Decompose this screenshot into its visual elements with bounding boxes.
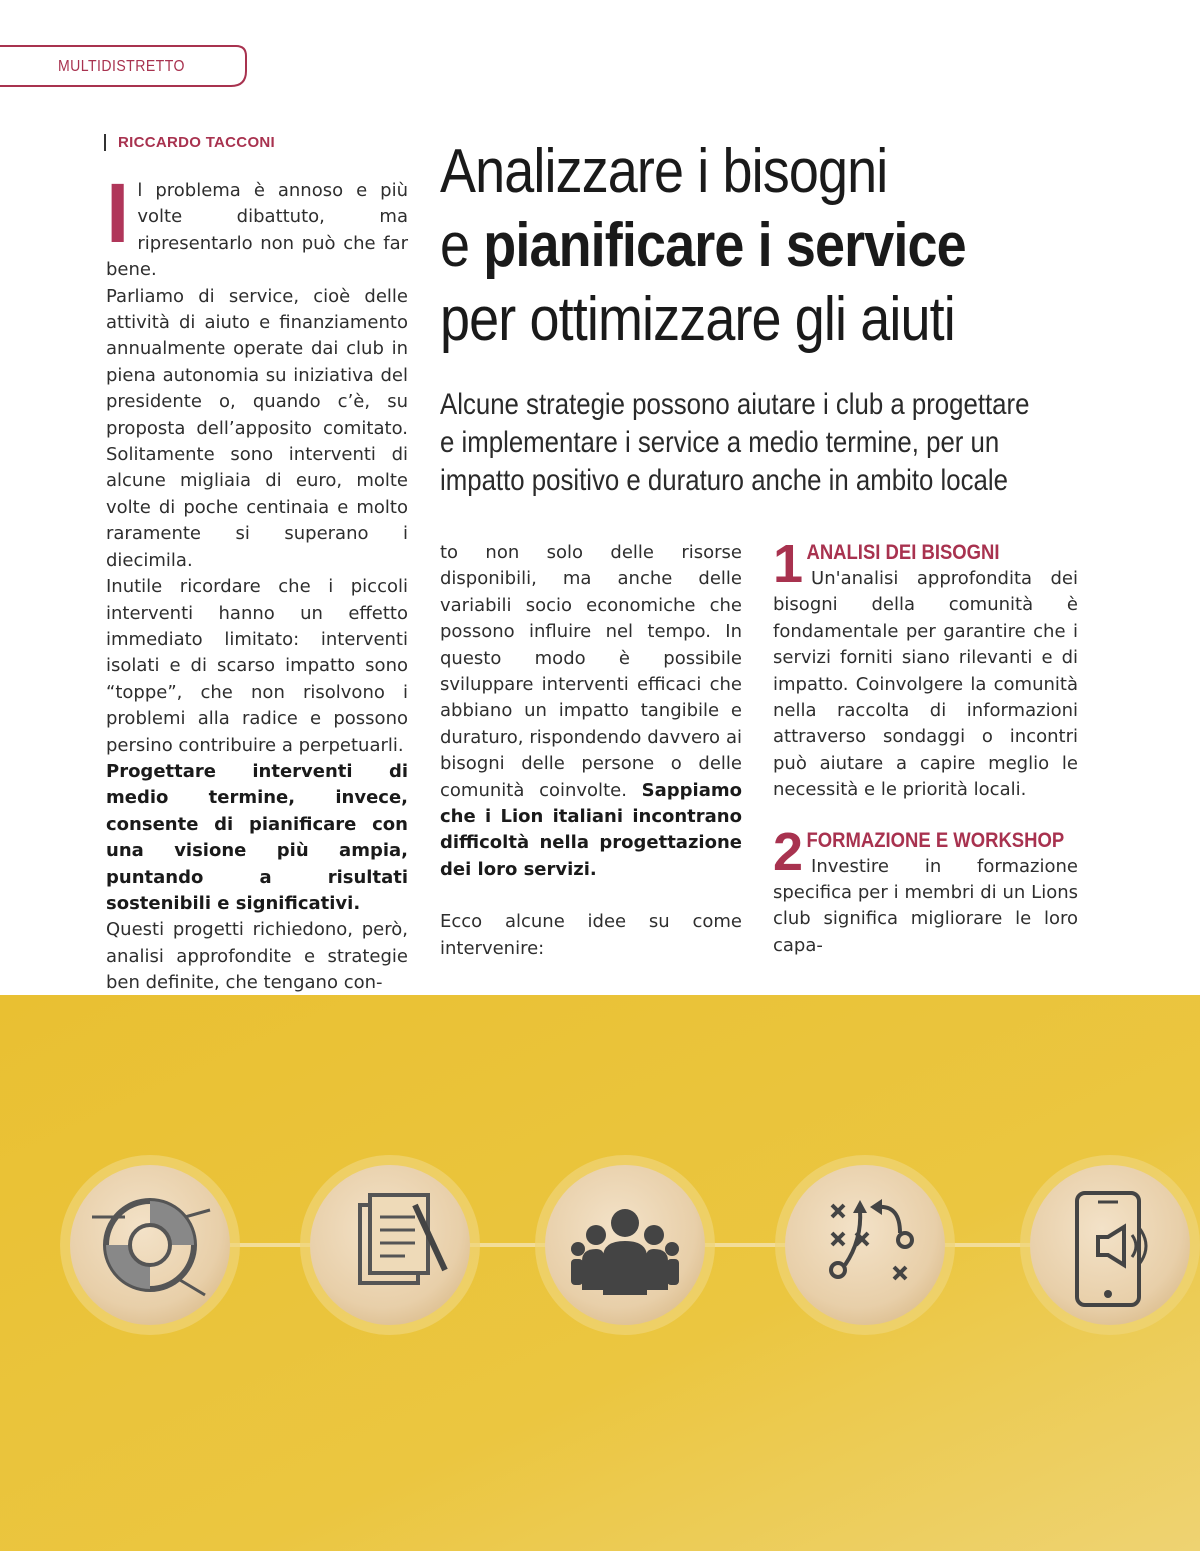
photo-wooden-icons	[0, 995, 1200, 1551]
pie-chart-icon	[60, 1155, 240, 1335]
section-label: MULTIDISTRETTO	[58, 58, 185, 75]
paragraph-bold: Progettare interventi di medio termine, invece, consente di pianificare con una visione più ampia, puntando a risultati sostenibili e significativi.	[106, 760, 408, 914]
paragraph: l problema è annoso e più volte dibattuto, ma ripresentarlo non può che far bene.	[106, 180, 408, 281]
section-heading: FORMAZIONE E WORKSHOP	[806, 828, 1065, 852]
article-subtitle: Alcune strategie possono aiutare i club a progettare e implementare i service a medio termine, per un impatto positivo e duraturo anche in ambito locale	[440, 388, 1030, 497]
drop-cap: I	[106, 166, 130, 260]
section-number: 2	[773, 821, 804, 882]
section-number: 1	[773, 534, 804, 594]
paragraph: Questi progetti richiedono, però, analisi approfondite e strategie ben definite, che tengano con-	[106, 919, 408, 994]
paragraph: to non solo delle risorse disponibili, ma anche delle variabili socio economiche che possono influire nel tempo. In questo modo è possibile sviluppare interventi efficaci che abbiano un impatto tangibile e duraturo, rispondendo davvero ai bisogni delle persone o delle comunità coinvolte. Sappiamo che i Lion italiani incontrano difficoltà nella progettazione dei loro servizi.	[440, 542, 742, 880]
column-2	[440, 540, 742, 962]
title-line-2: e pianificare i service	[440, 211, 966, 280]
section-analisi	[773, 534, 1078, 804]
column-3	[773, 534, 1078, 959]
title-line-3: per ottimizzare gli aiuti	[440, 285, 955, 354]
section-text: Investire in formazione specifica per i membri di un Lions club significa migliorare le loro capa-	[773, 855, 1078, 956]
strategy-play-icon	[775, 1155, 955, 1335]
article-title	[440, 135, 1140, 357]
paragraph: Inutile ricordare che i piccoli interventi hanno un effetto immediato limitato: interventi isolati e di scarso impatto sono “toppe”, che non risolvono i problemi alla radice e possono persino contribuire a perpetuarli.	[106, 576, 408, 756]
author-byline: RICCARDO TACCONI	[118, 134, 276, 151]
document-pen-icon	[300, 1155, 480, 1335]
smartphone-megaphone-icon	[1020, 1155, 1200, 1335]
people-group-icon	[535, 1155, 715, 1335]
title-line-1: Analizzare i bisogni	[440, 137, 888, 206]
paragraph: Ecco alcune idee su come intervenire:	[440, 911, 742, 959]
section-heading: ANALISI DEI BISOGNI	[806, 541, 1000, 564]
section-text: Un'analisi approfondita dei bisogni della comunità è fondamentale per garantire che i servizi forniti siano rilevanti e di impatto. Coinvolgere la comunità nella raccolta di informazioni attraverso sondaggi o incontri può aiutare a capire meglio le necessità e le priorità locali.	[773, 568, 1078, 801]
section-formazione	[773, 821, 1078, 960]
paragraph: Parliamo di service, cioè delle attività di aiuto e finanziamento annualmente operate dai club in piena autonomia su iniziativa del presidente o, quando c’è, su proposta dell’apposito comitato. Solitamente sono interventi di alcune migliaia di euro, molte volte di poche centinaia e molto raramente si superano i diecimila.	[106, 285, 408, 571]
column-1	[106, 166, 408, 997]
